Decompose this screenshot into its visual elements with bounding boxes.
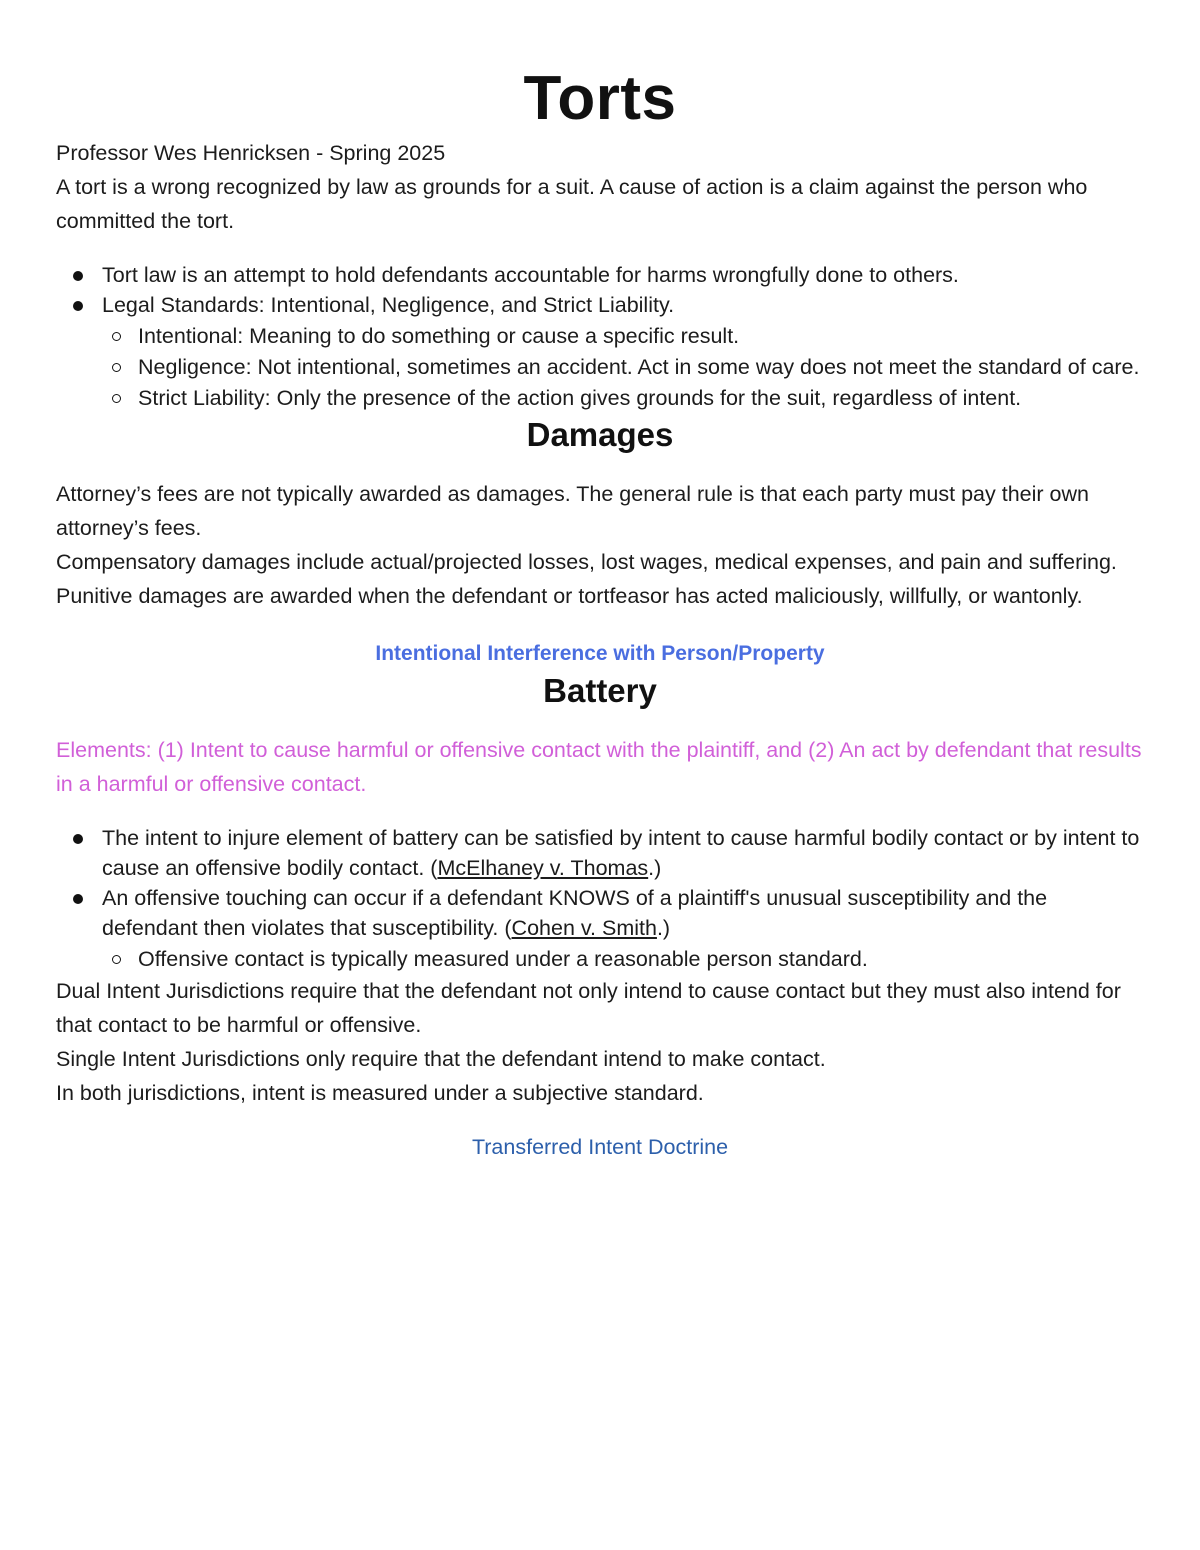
list-item — [56, 883, 1144, 974]
bullet-text-body: An offensive touching can occur if a defendant KNOWS of a plaintiff's unusual susceptibility and the defendant then violates that susceptibility. ( — [102, 886, 1048, 940]
bullet-text: Legal Standards: Intentional, Negligence, and Strict Liability. — [102, 293, 675, 317]
list-item — [56, 823, 1144, 883]
list-item — [102, 383, 1144, 413]
bullet-text — [102, 883, 1144, 943]
list-item — [56, 290, 1144, 413]
bullet-circle-icon — [112, 363, 121, 372]
document-title: Torts — [523, 64, 677, 133]
bullet-text-body: The intent to injure element of battery can be satisfied by intent to cause harmful bodily contact or by intent to cause an offensive bodily contact. ( — [102, 826, 1140, 880]
damages-paragraph-compensatory: Compensatory damages include actual/projected losses, lost wages, medical expenses, and pain and suffering. — [56, 550, 1117, 574]
list-item — [102, 321, 1144, 351]
battery-elements: Elements: (1) Intent to cause harmful or offensive contact with the plaintiff, and (2) An act by defendant that results in a harmful or offensive contact. — [56, 738, 1142, 796]
bullet-text-end: .) — [656, 916, 671, 940]
case-citation-cohen: Cohen v. Smith — [511, 916, 657, 940]
bullet-circle-icon — [112, 955, 121, 964]
battery-sublist — [102, 944, 1144, 974]
bullet-disc-icon — [73, 894, 83, 904]
list-item — [102, 944, 1144, 974]
bullet-text: Offensive contact is typically measured under a reasonable person standard. — [138, 947, 868, 971]
intro-bullet-list — [56, 260, 1144, 413]
intro-paragraph: A tort is a wrong recognized by law as grounds for a suit. A cause of action is a claim against the person who committed the tort. — [56, 175, 1088, 233]
bullet-text: Tort law is an attempt to hold defendants accountable for harms wrongfully done to others. — [102, 263, 959, 287]
damages-paragraph-fees: Attorney’s fees are not typically awarded as damages. The general rule is that each party must pay their own attorney’s fees. — [56, 482, 1089, 540]
bullet-disc-icon — [73, 834, 83, 844]
bullet-circle-icon — [112, 394, 121, 403]
bullet-circle-icon — [112, 332, 121, 341]
dual-intent-paragraph: Dual Intent Jurisdictions require that the defendant not only intend to cause contact but they must also intend for that contact to be harmful or offensive. — [56, 979, 1121, 1037]
case-citation-mcelhaney: McElhaney v. Thomas — [437, 856, 649, 880]
bullet-text: Strict Liability: Only the presence of the action gives grounds for the suit, regardless of intent. — [138, 386, 1022, 410]
list-item — [56, 260, 1144, 290]
course-subtitle: Professor Wes Henricksen - Spring 2025 — [56, 141, 446, 165]
bullet-text: Negligence: Not intentional, sometimes an accident. Act in some way does not meet the standard of care. — [138, 355, 1140, 379]
damages-paragraph-punitive: Punitive damages are awarded when the defendant or tortfeasor has acted maliciously, willfully, or wantonly. — [56, 584, 1083, 608]
bullet-text: Intentional: Meaning to do something or cause a specific result. — [138, 324, 740, 348]
bullet-disc-icon — [73, 301, 83, 311]
bullet-disc-icon — [73, 271, 83, 281]
both-jurisdictions-paragraph: In both jurisdictions, intent is measured under a subjective standard. — [56, 1081, 704, 1105]
transferred-intent-heading: Transferred Intent Doctrine — [471, 1135, 729, 1159]
single-intent-paragraph: Single Intent Jurisdictions only require that the defendant intend to make contact. — [56, 1047, 826, 1071]
legal-standards-sublist — [102, 321, 1144, 413]
battery-bullet-list — [56, 823, 1144, 974]
damages-heading: Damages — [526, 416, 674, 453]
bullet-text-end: .) — [648, 856, 662, 880]
battery-heading: Battery — [543, 672, 657, 709]
list-item — [102, 352, 1144, 382]
intentional-interference-heading: Intentional Interference with Person/Property — [375, 642, 825, 665]
bullet-text — [102, 823, 1144, 883]
